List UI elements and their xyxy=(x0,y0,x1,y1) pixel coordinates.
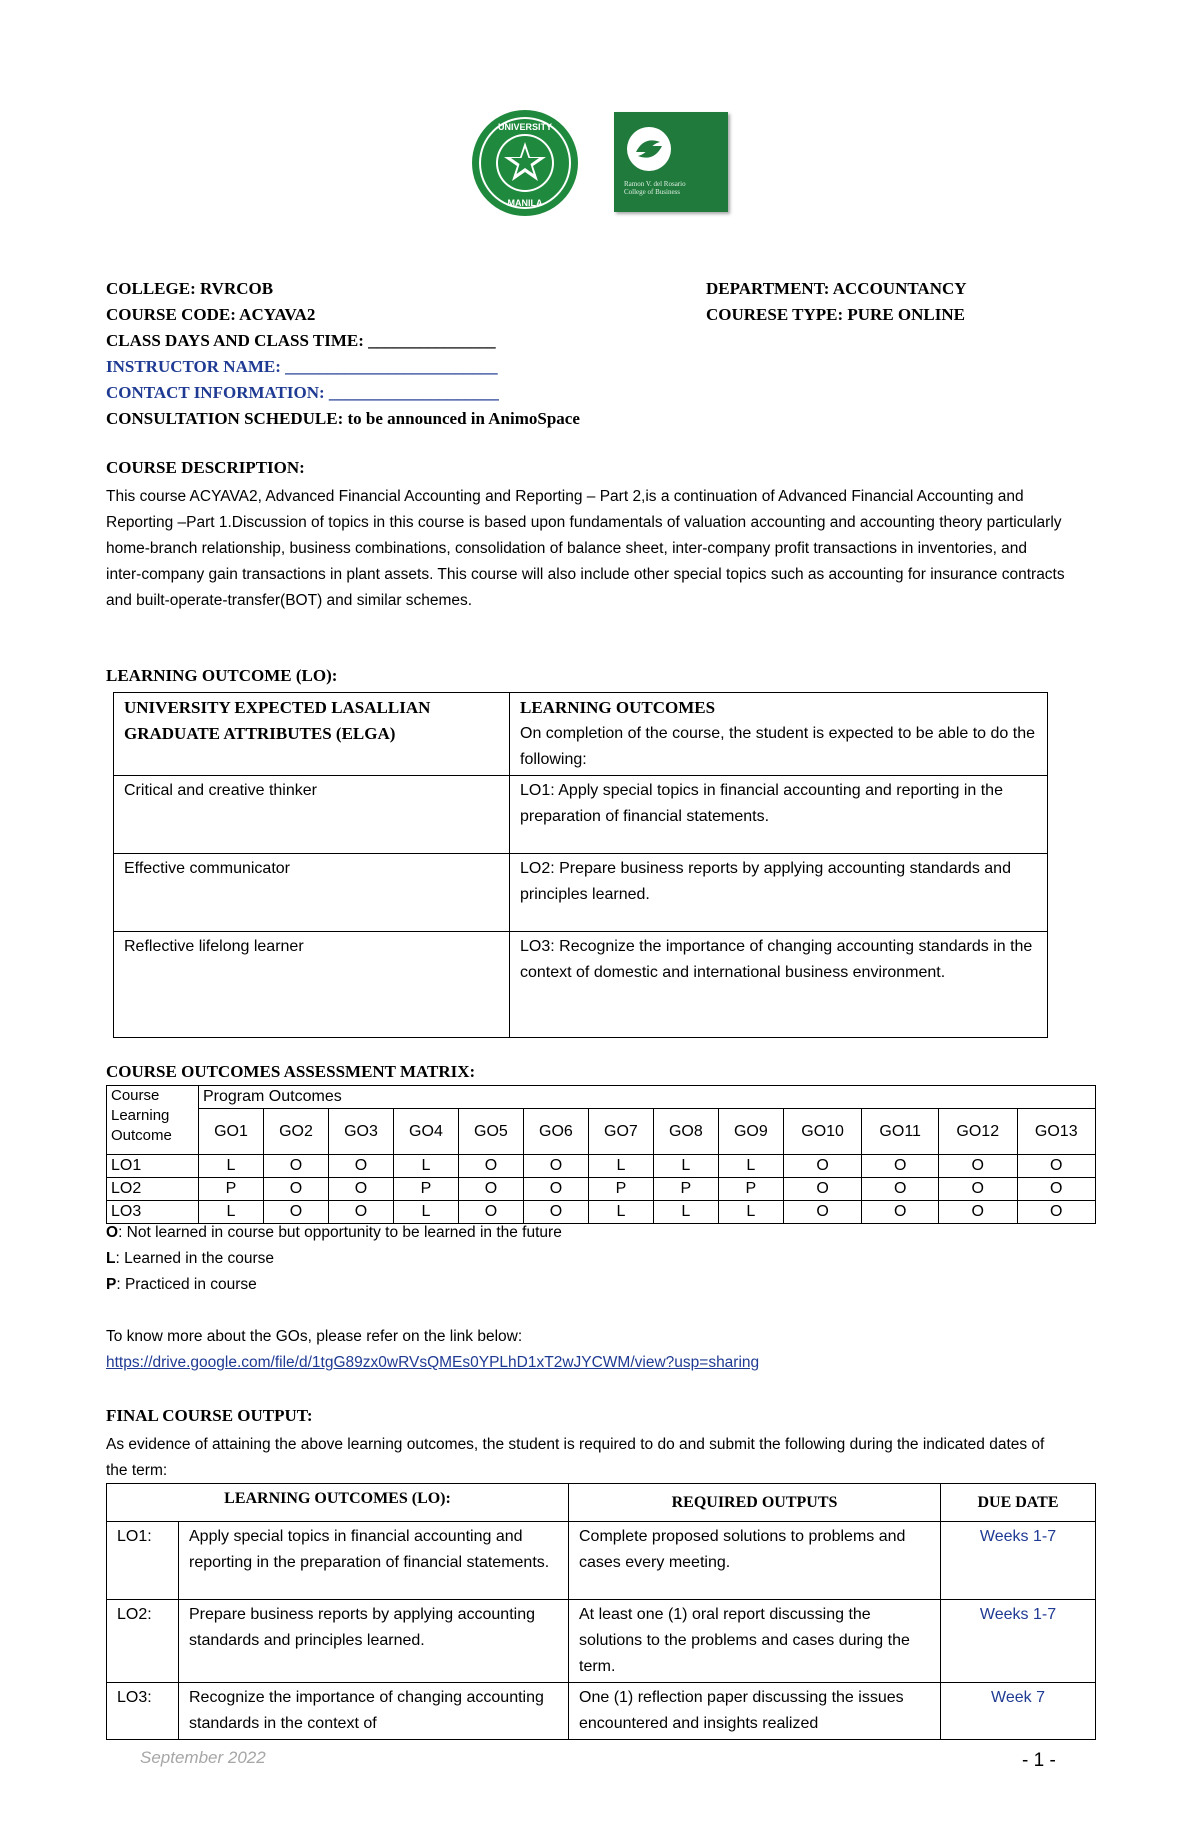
go-column-header: GO11 xyxy=(862,1109,939,1155)
matrix-value-cell: O xyxy=(1017,1201,1096,1224)
matrix-value-cell: O xyxy=(328,1201,393,1224)
course-code-label: COURSE CODE: ACYAVA2 xyxy=(106,305,316,324)
matrix-value-cell: P xyxy=(393,1178,458,1201)
rvr-mark-icon xyxy=(626,126,672,172)
lo-header-text: On completion of the course, the student is expected to be able to do the following: xyxy=(520,725,1035,768)
go-column-header: GO9 xyxy=(718,1109,783,1155)
matrix-value-cell: L xyxy=(393,1155,458,1178)
matrix-value-cell: L xyxy=(653,1201,718,1224)
matrix-value-cell: O xyxy=(862,1201,939,1224)
matrix-value-cell: L xyxy=(588,1155,653,1178)
elga-cell: Critical and creative thinker xyxy=(114,776,510,854)
table-row xyxy=(114,854,1048,932)
final-output-title: FINAL COURSE OUTPUT: xyxy=(106,1406,313,1425)
required-outputs-header: REQUIRED OUTPUTS xyxy=(569,1484,941,1522)
matrix-value-cell: O xyxy=(939,1155,1017,1178)
go-column-header: GO4 xyxy=(393,1109,458,1155)
matrix-value-cell: O xyxy=(1017,1155,1096,1178)
table-row xyxy=(114,693,1048,776)
table-row xyxy=(107,1600,1096,1683)
legend-key: P xyxy=(106,1276,117,1293)
matrix-value-cell: O xyxy=(783,1178,861,1201)
matrix-value-cell: L xyxy=(199,1155,264,1178)
matrix-value-cell: P xyxy=(653,1178,718,1201)
matrix-value-cell: O xyxy=(783,1201,861,1224)
legend-item-l xyxy=(106,1246,1066,1272)
go-column-header: GO5 xyxy=(458,1109,523,1155)
table-row xyxy=(107,1086,1096,1109)
link-intro: To know more about the GOs, please refer on the link below: xyxy=(106,1328,523,1345)
legend-key: L xyxy=(106,1250,116,1267)
course-description-text: This course ACYAVA2, Advanced Financial Accounting and Reporting – Part 2,is a continuation of Advanced Financial Accounting and Reporting –Part 1.Discussion of topics in this course is based upon fundamentals of valuation accounting and accounting theory particularly home-branch relationship, business combinations, consolidation of balance sheet, inter-company profit transactions in inventories, and inter-company gain transactions in plant assets. This course will also include other special topics such as accounting for insurance contracts and built-operate-transfer(BOT) and similar schemes. xyxy=(106,488,1065,609)
matrix-value-cell: O xyxy=(862,1178,939,1201)
logo-area xyxy=(470,108,730,218)
matrix-value-cell: O xyxy=(328,1178,393,1201)
table-row xyxy=(107,1522,1096,1600)
output-lo-cell: LO2: xyxy=(107,1600,179,1683)
table-row xyxy=(114,932,1048,1038)
go-column-header: GO1 xyxy=(199,1109,264,1155)
svg-text:MANILA: MANILA xyxy=(507,198,543,208)
go-column-header: GO12 xyxy=(939,1109,1017,1155)
output-due-cell: Weeks 1-7 xyxy=(941,1522,1096,1600)
matrix-value-cell: O xyxy=(862,1155,939,1178)
table-row xyxy=(107,1683,1096,1740)
matrix-lo-cell: LO2 xyxy=(107,1178,199,1201)
go-column-header: GO3 xyxy=(328,1109,393,1155)
table-row xyxy=(107,1178,1096,1201)
output-due-cell: Weeks 1-7 xyxy=(941,1600,1096,1683)
go-column-header: GO8 xyxy=(653,1109,718,1155)
lo-header-title: LEARNING OUTCOMES xyxy=(520,698,716,717)
course-description-title: COURSE DESCRIPTION: xyxy=(106,458,305,477)
assessment-matrix-table xyxy=(106,1085,1096,1224)
matrix-value-cell: O xyxy=(263,1155,328,1178)
matrix-value-cell: O xyxy=(523,1201,588,1224)
go-document-link[interactable]: https://drive.google.com/file/d/1tgG89zx0wRVsQMEs0YPLhD1xT2wJYCWM/view?usp=sharing xyxy=(106,1354,760,1371)
consultation-schedule-label: CONSULTATION SCHEDULE: to be announced in AnimoSpace xyxy=(106,409,580,428)
matrix-value-cell: L xyxy=(718,1201,783,1224)
lo-cell: LO3: Recognize the importance of changing accounting standards in the context of domestic and international business environment. xyxy=(510,932,1048,1038)
go-column-header: GO7 xyxy=(588,1109,653,1155)
legend-text: : Learned in the course xyxy=(115,1250,275,1267)
matrix-value-cell: O xyxy=(939,1178,1017,1201)
matrix-value-cell: O xyxy=(263,1201,328,1224)
class-days-label: CLASS DAYS AND CLASS TIME: _______________ xyxy=(106,331,496,350)
output-required-cell: Complete proposed solutions to problems and cases every meeting. xyxy=(569,1522,941,1600)
rvr-college-logo xyxy=(614,112,728,212)
matrix-value-cell: O xyxy=(783,1155,861,1178)
go-column-header: GO6 xyxy=(523,1109,588,1155)
course-lo-header: Course Learning Outcome xyxy=(107,1086,199,1155)
lo-header xyxy=(510,693,1048,776)
table-row xyxy=(107,1109,1096,1155)
rvr-logo-text: Ramon V. del Rosario College of Business xyxy=(624,180,686,196)
output-desc-cell: Prepare business reports by applying accounting standards and principles learned. xyxy=(179,1600,569,1683)
matrix-value-cell: O xyxy=(523,1155,588,1178)
matrix-value-cell: O xyxy=(1017,1178,1096,1201)
output-lo-cell: LO3: xyxy=(107,1683,179,1740)
due-date-header: DUE DATE xyxy=(941,1484,1096,1522)
matrix-lo-cell: LO1 xyxy=(107,1155,199,1178)
matrix-value-cell: O xyxy=(328,1155,393,1178)
matrix-value-cell: P xyxy=(588,1178,653,1201)
go-column-header: GO10 xyxy=(783,1109,861,1155)
matrix-value-cell: L xyxy=(718,1155,783,1178)
lo-cell: LO2: Prepare business reports by applying accounting standards and principles learned. xyxy=(510,854,1048,932)
matrix-value-cell: L xyxy=(653,1155,718,1178)
svg-text:UNIVERSITY: UNIVERSITY xyxy=(497,122,553,132)
output-lo-cell: LO1: xyxy=(107,1522,179,1600)
output-required-cell: One (1) reflection paper discussing the issues encountered and insights realized xyxy=(569,1683,941,1740)
matrix-value-cell: L xyxy=(588,1201,653,1224)
matrix-body xyxy=(107,1155,1096,1224)
output-due-cell: Week 7 xyxy=(941,1683,1096,1740)
dlsu-seal-logo xyxy=(470,108,580,218)
matrix-legend xyxy=(106,1220,1066,1376)
table-row xyxy=(114,776,1048,854)
contact-information-label: CONTACT INFORMATION: ____________________ xyxy=(106,383,499,402)
matrix-value-cell: L xyxy=(393,1201,458,1224)
table-row xyxy=(107,1155,1096,1178)
footer-date: September 2022 xyxy=(140,1748,266,1767)
course-type-label: COURESE TYPE: PURE ONLINE xyxy=(706,305,965,324)
page-number: - 1 - xyxy=(1022,1750,1056,1771)
final-output-intro: As evidence of attaining the above learning outcomes, the student is required to do and submit the following during the indicated dates of the term: xyxy=(106,1436,1045,1479)
matrix-value-cell: O xyxy=(523,1178,588,1201)
elga-cell: Reflective lifelong learner xyxy=(114,932,510,1038)
legend-text: : Not learned in course but opportunity to be learned in the future xyxy=(118,1224,562,1241)
matrix-value-cell: O xyxy=(939,1201,1017,1224)
matrix-value-cell: P xyxy=(199,1178,264,1201)
matrix-value-cell: P xyxy=(718,1178,783,1201)
output-desc-cell: Apply special topics in financial accounting and reporting in the preparation of financial statements. xyxy=(179,1522,569,1600)
matrix-value-cell: L xyxy=(199,1201,264,1224)
go-column-header: GO2 xyxy=(263,1109,328,1155)
legend-item-o xyxy=(106,1220,1066,1246)
legend-text: : Practiced in course xyxy=(116,1276,257,1293)
matrix-title: COURSE OUTCOMES ASSESSMENT MATRIX: xyxy=(106,1062,476,1081)
go-column-header: GO13 xyxy=(1017,1109,1096,1155)
matrix-value-cell: O xyxy=(458,1201,523,1224)
matrix-lo-cell: LO3 xyxy=(107,1201,199,1224)
learning-outcome-title: LEARNING OUTCOME (LO): xyxy=(106,666,338,685)
output-required-cell: At least one (1) oral report discussing the solutions to the problems and cases during the term. xyxy=(569,1600,941,1683)
output-desc-cell: Recognize the importance of changing accounting standards in the context of xyxy=(179,1683,569,1740)
legend-item-p xyxy=(106,1272,1066,1298)
matrix-value-cell: O xyxy=(458,1178,523,1201)
program-outcomes-header: Program Outcomes xyxy=(199,1086,1096,1109)
elga-cell: Effective communicator xyxy=(114,854,510,932)
legend-key: O xyxy=(106,1224,119,1241)
lo-column-header: LEARNING OUTCOMES (LO): xyxy=(107,1484,569,1522)
elga-header: UNIVERSITY EXPECTED LASALLIAN GRADUATE ATTRIBUTES (ELGA) xyxy=(114,693,510,776)
table-row xyxy=(107,1484,1096,1522)
department-label: DEPARTMENT: ACCOUNTANCY xyxy=(706,279,967,298)
lo-cell: LO1: Apply special topics in financial accounting and reporting in the preparation of financial statements. xyxy=(510,776,1048,854)
matrix-value-cell: O xyxy=(458,1155,523,1178)
learning-outcome-table xyxy=(113,692,1048,1038)
output-body xyxy=(107,1522,1096,1740)
college-label: COLLEGE: RVRCOB xyxy=(106,279,274,298)
instructor-name-label: INSTRUCTOR NAME: _________________________ xyxy=(106,357,498,376)
matrix-value-cell: O xyxy=(263,1178,328,1201)
final-output-table xyxy=(106,1483,1096,1740)
